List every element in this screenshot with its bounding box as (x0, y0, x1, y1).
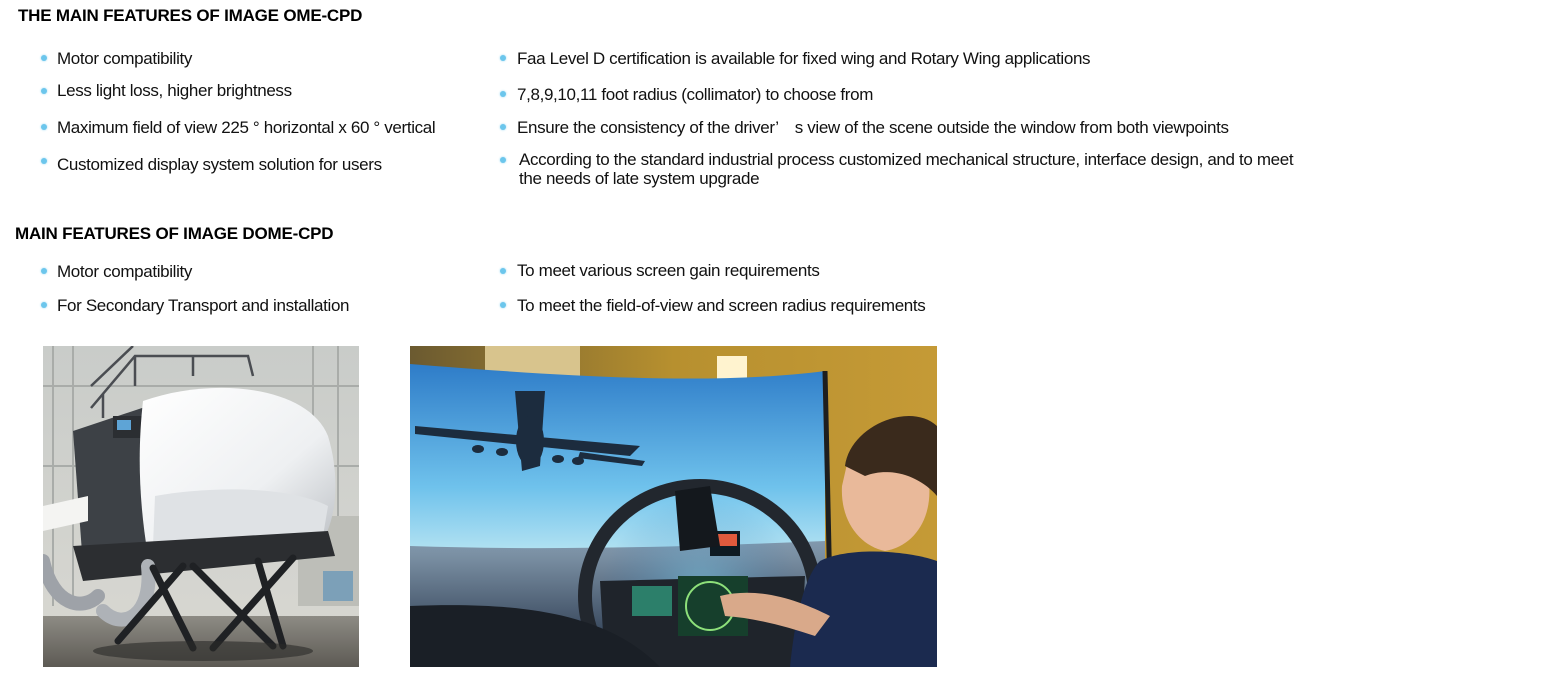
bullet-icon (41, 55, 47, 61)
dome-feature-right-2: To meet the field-of-view and screen radius requirements (517, 296, 926, 315)
ome-feature-right-2: 7,8,9,10,11 foot radius (collimator) to choose from (517, 85, 874, 104)
bullet-icon (41, 302, 47, 308)
ome-feature-left-1: Motor compatibility (57, 49, 193, 68)
bullet-icon (500, 55, 506, 61)
dome-feature-left-2: For Secondary Transport and installation (57, 296, 350, 315)
section-title-ome-cpd: THE MAIN FEATURES OF IMAGE OME-CPD (18, 6, 363, 25)
bullet-icon (500, 268, 506, 274)
bullet-icon (41, 88, 47, 94)
bullet-icon (500, 157, 506, 163)
bullet-icon (500, 124, 506, 130)
bullet-icon (41, 158, 47, 164)
dome-feature-left-1: Motor compatibility (57, 262, 193, 281)
ome-feature-left-3: Maximum field of view 225 ° horizontal x 60 ° vertical (57, 118, 436, 137)
ome-feature-right-4: According to the standard industrial process customized mechanical structure, interface design, and to meet the needs of late system upgrade (519, 150, 1294, 188)
ome-feature-right-1: Faa Level D certification is available for fixed wing and Rotary Wing applications (517, 49, 1091, 68)
ome-feature-right-3: Ensure the consistency of the driver’ s view of the scene outside the window from both viewpoints (517, 118, 1229, 137)
simulator-cabin-photo (43, 346, 359, 667)
bullet-icon (41, 268, 47, 274)
ome-feature-left-2: Less light loss, higher brightness (57, 81, 292, 100)
bullet-icon (41, 124, 47, 130)
bullet-icon (500, 91, 506, 97)
ome-feature-left-4: Customized display system solution for users (57, 155, 382, 174)
dome-feature-right-1: To meet various screen gain requirements (517, 261, 820, 280)
bullet-icon (500, 302, 506, 308)
cockpit-dome-display-photo (410, 346, 937, 667)
section-title-dome-cpd: MAIN FEATURES OF IMAGE DOME-CPD (15, 224, 334, 243)
